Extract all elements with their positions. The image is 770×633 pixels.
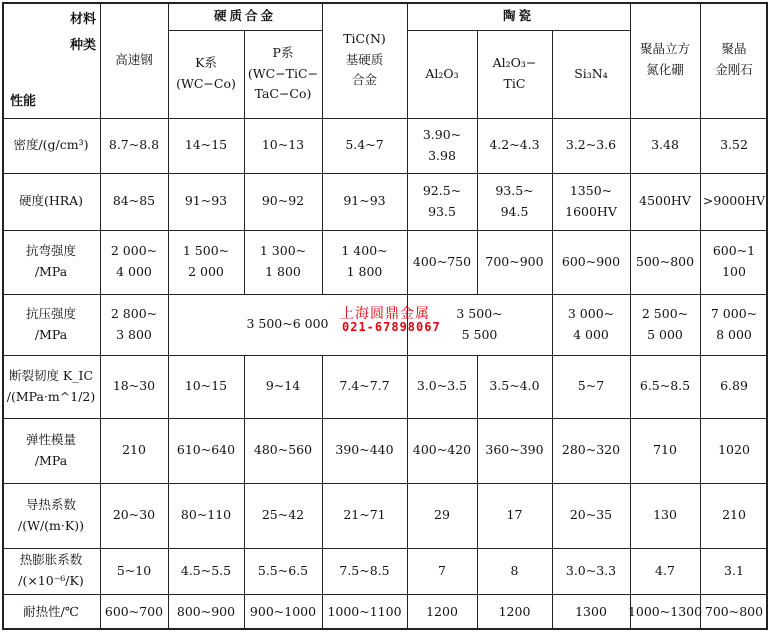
- data-cell: [700, 548, 768, 594]
- data-cell: [477, 355, 552, 418]
- data-cell: [100, 594, 168, 630]
- cell-text: 基硬质: [345, 51, 384, 67]
- cell-text: Si₃N₄: [574, 65, 608, 81]
- cell-text: >9000HV: [702, 193, 766, 209]
- cell-text: 3 500~: [456, 305, 503, 321]
- col-header-p_series: [244, 30, 322, 118]
- cell-text: 92.5~: [422, 182, 462, 198]
- data-cell: [168, 418, 244, 483]
- data-cell: [700, 294, 768, 355]
- cell-text: 710: [653, 442, 677, 458]
- cell-text: (WC−TiC−: [247, 65, 319, 81]
- cell-text: 3.52: [720, 137, 748, 153]
- cell-text: 2 800~: [110, 305, 158, 321]
- row-label: [2, 355, 100, 418]
- cell-text: 1 400~: [341, 243, 388, 259]
- cell-text: 600~900: [561, 253, 621, 269]
- data-cell: [322, 418, 407, 483]
- cell-text: 3 500~6 000: [246, 316, 329, 332]
- cell-text: 抗弯强度: [25, 243, 76, 259]
- row-label: [2, 173, 100, 230]
- row-label: [2, 230, 100, 294]
- data-cell: [630, 355, 700, 418]
- cell-text: 360~390: [485, 442, 544, 458]
- data-cell: [168, 594, 244, 630]
- cell-text: 硬度(HRA): [18, 193, 84, 209]
- row-label: [2, 548, 100, 594]
- data-cell: [552, 594, 630, 630]
- data-cell: [627, 594, 703, 630]
- group-ceramic: [407, 2, 630, 30]
- cell-text: /MPa: [34, 452, 68, 468]
- cell-text: K系: [195, 55, 217, 71]
- cell-text: 8.7~8.8: [108, 137, 160, 153]
- corner-kind-label: 种类: [70, 38, 97, 53]
- cell-text: 1350~: [569, 182, 613, 198]
- cell-text: 14~15: [184, 137, 228, 153]
- cell-text: 4 000: [573, 326, 609, 342]
- cell-text: 密度/(g/cm³): [13, 137, 89, 153]
- data-cell: [552, 548, 630, 594]
- cell-text: 90~92: [261, 193, 305, 209]
- data-cell: [407, 483, 477, 548]
- cell-text: 6.5~8.5: [639, 378, 691, 394]
- cell-text: 5 500: [461, 326, 498, 342]
- cell-text: 3.48: [651, 137, 679, 153]
- cell-text: 84~85: [112, 193, 156, 209]
- cell-text: 10~13: [261, 137, 305, 153]
- data-cell: [244, 418, 322, 483]
- data-cell: [552, 118, 630, 173]
- cell-text: 7.4~7.7: [339, 378, 390, 394]
- cell-text: 4500HV: [639, 193, 691, 209]
- data-cell: [552, 355, 630, 418]
- cell-text: 5~10: [116, 562, 152, 578]
- cell-text: 导热系数: [25, 496, 76, 512]
- data-cell: [700, 418, 768, 483]
- data-cell: [630, 548, 700, 594]
- data-cell: [630, 173, 700, 230]
- col-header-si3n4: [552, 30, 630, 118]
- cell-text: 1 300~: [259, 243, 307, 259]
- data-cell: [630, 294, 700, 355]
- data-cell: [244, 173, 322, 230]
- data-cell: [407, 594, 477, 630]
- cell-text: Al₂O₃: [425, 65, 459, 81]
- data-cell: [700, 118, 768, 173]
- cell-text: 600~700: [104, 603, 164, 619]
- data-cell: [407, 418, 477, 483]
- cell-text: 4.5~5.5: [180, 562, 232, 578]
- cell-text: 500~800: [635, 253, 695, 269]
- data-cell: [244, 118, 322, 173]
- col-header-al2o3_tic: [477, 30, 552, 118]
- data-cell: [630, 418, 700, 483]
- data-cell: [630, 483, 700, 548]
- data-cell: [700, 483, 768, 548]
- data-cell: [322, 173, 407, 230]
- cell-text: 700~900: [485, 253, 544, 269]
- cell-text: 130: [653, 507, 677, 523]
- cell-text: 8: [510, 562, 519, 578]
- cell-text: 5.4~7: [345, 137, 384, 153]
- cell-text: 2 000~: [110, 243, 158, 259]
- cell-text: 氮化硼: [646, 62, 684, 77]
- data-cell: [477, 230, 552, 294]
- cell-text: 1200: [426, 603, 458, 619]
- data-cell: [322, 118, 407, 173]
- group-hard-alloy: [168, 2, 322, 30]
- data-cell: [322, 594, 407, 630]
- data-cell: [700, 355, 768, 418]
- cell-text: 280~320: [561, 442, 621, 458]
- row-label: [2, 594, 100, 630]
- watermark-phone: 021-67898067: [342, 320, 441, 334]
- row-label: [2, 418, 100, 483]
- data-cell: [244, 230, 322, 294]
- cell-text: 1300: [575, 603, 607, 619]
- cell-text: 17: [506, 507, 523, 523]
- cell-text: 3.5~4.0: [489, 378, 540, 394]
- cell-text: 高速钢: [115, 51, 153, 67]
- cell-text: 3 000~: [567, 305, 615, 321]
- cell-text: 弹性模量: [25, 431, 76, 447]
- data-cell: [244, 548, 322, 594]
- data-cell: [100, 355, 168, 418]
- cell-text: P系: [272, 45, 294, 61]
- data-cell: [168, 548, 244, 594]
- cell-text: 210: [122, 442, 146, 458]
- cell-text: 2 500~: [641, 305, 689, 321]
- cell-text: 390~440: [335, 442, 394, 458]
- cell-text: 耐热性/℃: [23, 603, 79, 619]
- data-cell: [168, 483, 244, 548]
- cell-text: 抗压强度: [25, 305, 76, 321]
- data-cell: [552, 418, 630, 483]
- cell-text: 25~42: [261, 507, 305, 523]
- cell-text: 1 800: [346, 264, 383, 279]
- cell-text: 陶瓷: [502, 7, 534, 23]
- cell-text: 5~7: [577, 378, 605, 394]
- cell-text: 1000~1100: [327, 603, 402, 619]
- data-cell: [700, 230, 768, 294]
- cell-text: 3.1: [724, 562, 744, 578]
- data-cell: [168, 230, 244, 294]
- cell-text: 1200: [498, 603, 531, 619]
- cell-text: 10~15: [184, 378, 228, 394]
- cell-text: 3.90~: [422, 126, 462, 142]
- data-cell: [100, 230, 168, 294]
- data-cell: [322, 230, 407, 294]
- cell-text: 7 000~: [710, 305, 758, 321]
- cell-text: 7: [438, 562, 446, 578]
- cell-text: 700~800: [704, 603, 764, 619]
- cell-text: 20~35: [569, 507, 613, 523]
- data-cell: [477, 118, 552, 173]
- cell-text: 20~30: [112, 507, 156, 523]
- cell-text: 3.2~3.6: [565, 137, 617, 153]
- data-cell: [630, 230, 700, 294]
- cell-text: 91~93: [343, 193, 386, 209]
- cell-text: 2 000: [188, 264, 224, 279]
- cell-text: /(W/(m·K)): [18, 517, 84, 533]
- col-header-pcbn: [630, 2, 700, 118]
- data-cell: [168, 173, 244, 230]
- cell-text: 1 800: [265, 264, 301, 279]
- cell-text: TiC(N): [343, 31, 386, 47]
- data-cell: [552, 173, 630, 230]
- cell-text: 硬质合金: [213, 7, 276, 23]
- cell-text: 610~640: [176, 442, 236, 458]
- data-cell: [552, 230, 630, 294]
- data-cell: [168, 118, 244, 173]
- cell-text: 1 500~: [182, 243, 230, 259]
- cell-text: 80~110: [180, 507, 232, 523]
- data-cell: [100, 483, 168, 548]
- row-label: [2, 483, 100, 548]
- cell-text: 94.5: [500, 203, 529, 219]
- cell-text: /(MPa·m^1/2): [6, 388, 96, 404]
- cell-text: TaC−Co): [254, 86, 312, 102]
- cell-text: 18~30: [112, 378, 156, 394]
- data-cell: [100, 418, 168, 483]
- cell-text: 600~1 100: [712, 243, 756, 279]
- data-cell: [407, 173, 477, 230]
- cell-text: 聚晶立方: [639, 41, 690, 57]
- data-cell: [100, 173, 168, 230]
- col-header-hss: [100, 2, 168, 118]
- data-cell: [322, 483, 407, 548]
- data-cell: [407, 118, 477, 173]
- cell-text: 1600HV: [565, 203, 617, 219]
- data-cell: [700, 173, 768, 230]
- cell-text: /MPa: [34, 264, 68, 279]
- cell-text: 4.7: [655, 562, 675, 578]
- cell-text: 3.0~3.3: [565, 562, 617, 578]
- data-cell: [407, 230, 477, 294]
- data-cell: [552, 294, 630, 355]
- watermark-company: 上海圆鼎金属: [340, 306, 430, 322]
- cell-text: 480~560: [253, 442, 313, 458]
- cell-text: 400~420: [412, 442, 472, 458]
- cell-text: 29: [434, 507, 450, 523]
- cell-text: 5 000: [647, 326, 683, 342]
- cell-text: 断裂韧度 K_IC: [8, 367, 94, 383]
- data-cell: [100, 118, 168, 173]
- data-cell: [244, 594, 322, 630]
- cell-text: 金刚石: [715, 62, 753, 77]
- corner-material-label: 材料: [70, 12, 97, 27]
- cell-text: 21~71: [343, 507, 386, 523]
- data-cell: [100, 294, 168, 355]
- cell-text: /(×10⁻⁶/K): [18, 573, 84, 588]
- data-cell: [100, 548, 168, 594]
- cell-text: 4.2~4.3: [489, 137, 540, 153]
- data-cell: [630, 118, 700, 173]
- corner-property-label: 性能: [10, 94, 37, 109]
- row-label: [2, 118, 100, 173]
- data-cell: [322, 355, 407, 418]
- cell-text: Al₂O₃−: [492, 55, 537, 71]
- data-cell: [477, 418, 552, 483]
- cell-text: 热膨胀系数: [19, 552, 83, 568]
- col-header-tic: [322, 2, 407, 118]
- data-cell: [244, 355, 322, 418]
- data-cell: [407, 355, 477, 418]
- cell-text: 900~1000: [249, 603, 317, 619]
- cell-text: TiC: [503, 76, 526, 91]
- cell-text: 800~900: [176, 603, 236, 619]
- cell-text: /MPa: [34, 326, 68, 342]
- cell-text: 9~14: [265, 378, 301, 394]
- cell-text: 8 000: [716, 326, 752, 342]
- cell-text: 6.89: [720, 378, 748, 394]
- cell-text: 3 800: [116, 326, 152, 342]
- row-label: [2, 294, 100, 355]
- data-cell: [168, 355, 244, 418]
- cell-text: 合金: [351, 72, 377, 88]
- cell-text: 3.0~3.5: [416, 378, 468, 394]
- data-cell: [477, 548, 552, 594]
- cell-text: 聚晶: [721, 41, 747, 57]
- data-cell: [322, 548, 407, 594]
- cell-text: 210: [722, 507, 746, 523]
- col-header-al2o3: [407, 30, 477, 118]
- cell-text: 91~93: [184, 193, 228, 209]
- cell-text: 7.5~8.5: [339, 562, 390, 578]
- col-header-pcd: [700, 2, 768, 118]
- data-cell: [552, 483, 630, 548]
- data-cell: [407, 548, 477, 594]
- cell-text: 93.5: [428, 203, 456, 219]
- cell-text: 3.98: [428, 147, 456, 163]
- data-cell: [477, 173, 552, 230]
- col-header-k_series: [168, 30, 244, 118]
- cell-text: 4 000: [116, 264, 152, 279]
- cell-text: 93.5~: [495, 182, 534, 198]
- data-cell: [244, 483, 322, 548]
- cell-text: 1000~1300: [627, 603, 703, 619]
- cell-text: 400~750: [412, 253, 472, 269]
- cell-text: 1020: [718, 442, 750, 458]
- cell-text: (WC−Co): [176, 76, 236, 91]
- data-cell: [700, 594, 768, 630]
- cell-text: 5.5~6.5: [257, 562, 309, 578]
- data-cell: [477, 483, 552, 548]
- data-cell: [477, 594, 552, 630]
